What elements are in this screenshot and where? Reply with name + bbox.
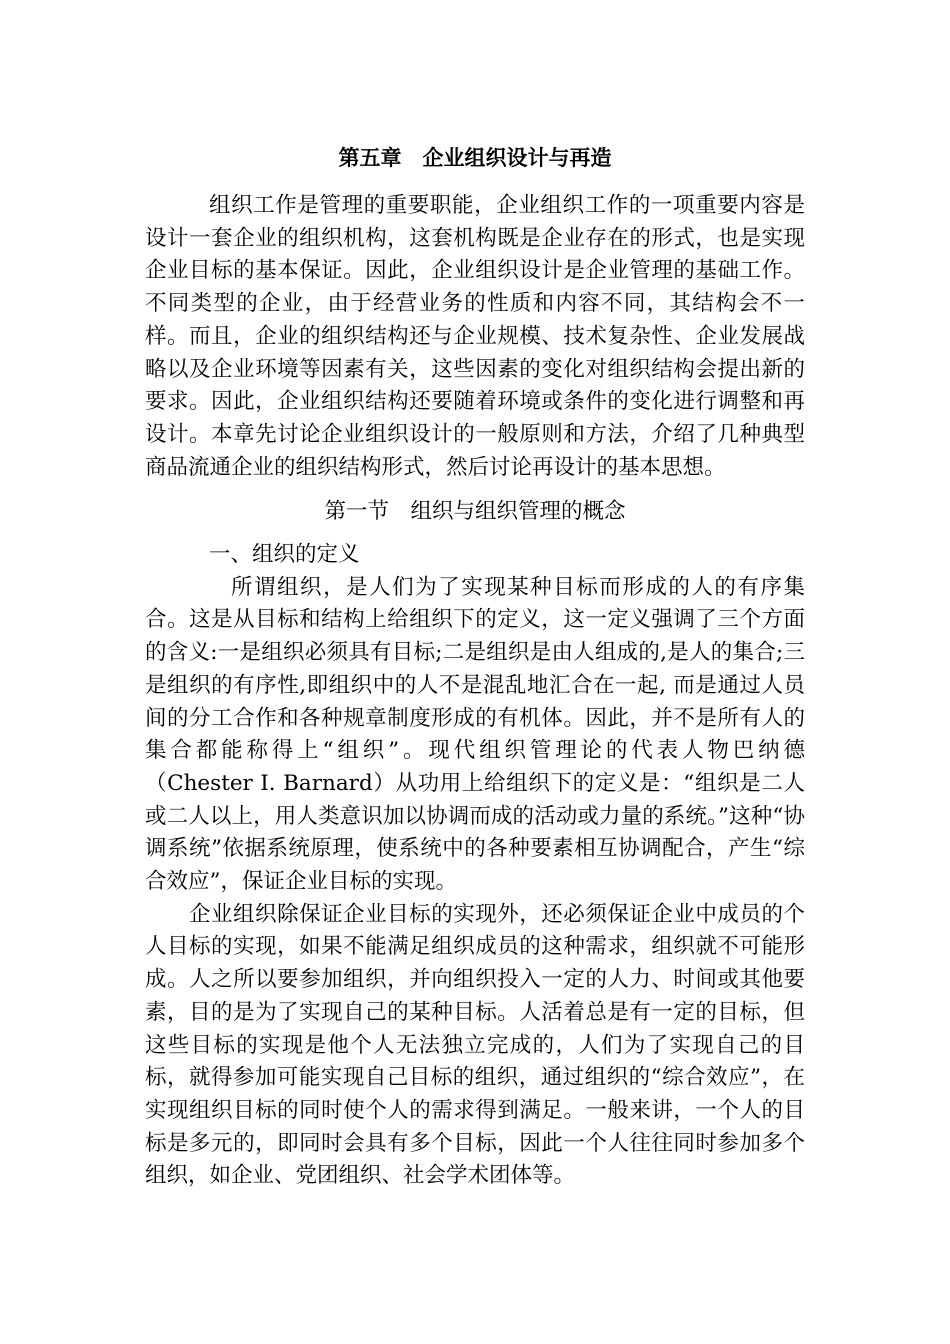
- chapter-title: 第五章 企业组织设计与再造: [338, 146, 612, 170]
- intro-paragraph: 组织工作是管理的重要职能，企业组织工作的一项重要内容是设计一套企业的组织机构，这套机构既是企业存在的形式，也是实现企业目标的基本保证。因此，企业组织设计是企业管理的基础工作。不同类型的企业，由于经营业务的性质和内容不同，其结构会不一样。而且，企业的组织结构还与企业规模、技术复杂性、企业发展战略以及企业环境等因素有关，这些因素的变化对组织结构会提出新的要求。因此，企业组织结构还要随着环境或条件的变化进行调整和再设计。本章先讨论企业组织设计的一般原则和方法，介绍了几种典型商品流通企业的组织结构形式，然后讨论再设计的基本思想。: [145, 193, 805, 480]
- individual-goals-paragraph: 企业组织除保证企业目标的实现外，还必须保证企业中成员的个人目标的实现，如果不能满足组织成员的这种需求，组织就不可能形成。人之所以要参加组织，并向组织投入一定的人力、时间或其他要素，目的是为了实现自己的某种目标。人活着总是有一定的目标，但这些目标的实现是他个人无法独立完成的，人们为了实现自己的目标，就得参加可能实现自己目标的组织，通过组织的“综合效应”，在实现组织目标的同时使个人的需求得到满足。一般来讲，一个人的目标是多元的，即同时会具有多个目标，因此一个人往往同时参加多个组织，如企业、党团组织、社会学术团体等。: [145, 901, 805, 1189]
- document-body: [145, 142, 805, 1193]
- definition-paragraph: 所谓组织，是人们为了实现某种目标而形成的人的有序集合。这是从目标和结构上给组织下的定义，这一定义强调了三个方面的含义:一是组织必须具有目标;二是组织是由人组成的,是人的集合;三是组织的有序性,即组织中的人不是混乱地汇合在一起, 而是通过人员间的分工合作和各种规章制度形成的有机体。因此，并不是所有人的集合都能称得上“组织”。现代组织管理论的代表人物巴纳德（Chester I. Barnard）从功用上给组织下的定义是：“组织是二人或二人以上，用人类意识加以协调而成的活动或力量的系统。”这种“协调系统”依据系统原理，使系统中的各种要素相互协调配合，产生“综合效应”，保证企业目标的实现。: [145, 574, 805, 895]
- subsection-title: 一、组织的定义: [209, 542, 360, 568]
- section-title: 第一节 组织与组织管理的概念: [324, 499, 626, 525]
